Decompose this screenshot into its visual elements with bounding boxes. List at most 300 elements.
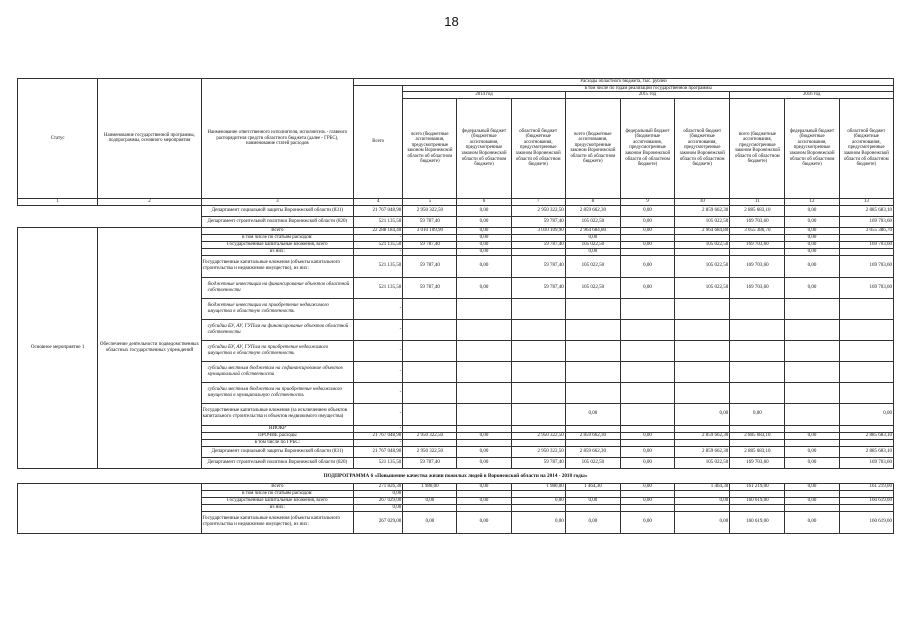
value-cell: 2 950 322,50: [511, 205, 565, 216]
value-cell: 2 950 322,50: [403, 432, 457, 439]
value-cell: 1 980,00: [511, 483, 565, 490]
header-executor: Наименование ответственного исполнителя, исполнитель - главного распорядителя средств областного бюджета (далее - ГРБС), наименование статей расходов: [201, 79, 354, 199]
row-label: в том числе по ГРБС:: [201, 439, 354, 446]
value-cell: [785, 319, 839, 340]
value-cell: [403, 234, 457, 241]
main-event-status: Основное мероприятие 1: [18, 227, 98, 468]
column-number: 1: [18, 198, 98, 205]
value-cell: 59 787,40: [511, 277, 565, 298]
value-cell: 0,00: [785, 255, 839, 277]
value-cell: 0,00: [620, 457, 674, 468]
row-label: Государственные капитальные вложения (объекты капитального строительства и недвижимое имущество), из них:: [201, 255, 354, 277]
value-cell: [675, 340, 730, 361]
value-cell: [839, 248, 893, 255]
value-cell: 169 703,60: [730, 216, 785, 227]
value-cell: 0,00: [457, 255, 511, 277]
row-label: НИОКР: [201, 425, 354, 432]
value-cell: 105 022,50: [565, 255, 620, 277]
value-cell: [565, 361, 620, 382]
value-cell: 267 029,00: [354, 497, 403, 504]
value-cell: [620, 504, 674, 511]
value-cell: [403, 340, 457, 361]
value-cell: 2 964 684,80: [565, 227, 620, 234]
value-cell: [457, 504, 511, 511]
header-total: Всего: [354, 85, 403, 198]
value-cell: 0,00: [354, 504, 403, 511]
value-cell: 0,00: [620, 255, 674, 277]
value-cell: [730, 382, 785, 403]
value-cell: [457, 361, 511, 382]
value-cell: 0,00: [620, 483, 674, 490]
value-cell: 0,00: [785, 277, 839, 298]
value-cell: 2 950 322,50: [511, 432, 565, 439]
header-status: Статус: [18, 79, 98, 199]
value-cell: [620, 490, 674, 497]
value-cell: 0,00: [403, 511, 457, 533]
value-cell: 0,00: [785, 483, 839, 490]
column-number: 4: [354, 198, 403, 205]
value-cell: [730, 361, 785, 382]
value-cell: 2 859 662,30: [565, 432, 620, 439]
value-cell: [785, 403, 839, 425]
row-label: Департамент социальной защиты Воронежской области (831): [201, 446, 354, 457]
value-cell: [730, 298, 785, 319]
value-cell: [839, 382, 893, 403]
value-cell: 0,00: [457, 277, 511, 298]
value-cell: 271 826,30: [354, 483, 403, 490]
row-label: Государственные капитальные вложения, всего: [201, 497, 354, 504]
value-cell: [511, 439, 565, 446]
value-cell: [620, 403, 674, 425]
value-cell: 0,00: [565, 511, 620, 533]
value-cell: [565, 490, 620, 497]
value-cell: 105 022,50: [675, 241, 730, 248]
value-cell: [457, 425, 511, 432]
row-label: из них:: [201, 248, 354, 255]
value-cell: 169 703,60: [730, 277, 785, 298]
value-cell: 0,00: [675, 403, 730, 425]
header-by-years: в том числе по годам реализации государственной программы: [403, 85, 894, 92]
column-number: 7: [511, 198, 565, 205]
value-cell: 0,00: [620, 511, 674, 533]
value-cell: 0,00: [457, 446, 511, 457]
value-cell: 21 767 048,90: [354, 432, 403, 439]
header-col-federal: федеральный бюджет (бюджетные ассигнования, предусмотренные законом Воронежской области об областном бюджете): [457, 98, 511, 198]
value-cell: 105 022,50: [675, 255, 730, 277]
value-cell: -: [354, 298, 403, 319]
value-cell: -: [354, 439, 403, 446]
value-cell: 0,00: [457, 248, 511, 255]
row-label: Всего: [201, 483, 354, 490]
header-col-all: всего (бюджетные ассигнования, предусмотренные законом Воронежской области об областном бюджете): [730, 98, 785, 198]
header-col-federal: федеральный бюджет (бюджетные ассигнования, предусмотренные законом Воронежской области об областном бюджете): [785, 98, 839, 198]
row-label: Департамент строительной политики Воронежской области (820): [201, 216, 354, 227]
column-number: 13: [839, 198, 893, 205]
table-row: [18, 205, 894, 216]
value-cell: [785, 382, 839, 403]
value-cell: 0,00: [785, 248, 839, 255]
value-cell: [839, 439, 893, 446]
value-cell: 2 859 662,30: [675, 205, 730, 216]
value-cell: [511, 319, 565, 340]
header-col-regional: областной бюджет (бюджетные ассигнования, предусмотренные законом Воронежской области об областном бюджете): [511, 98, 565, 198]
main-event-name: Обеспечение деятельности подведомственных областных государственных учреждений: [98, 227, 201, 468]
value-cell: [403, 361, 457, 382]
value-cell: [730, 425, 785, 432]
value-cell: 59 787,40: [403, 216, 457, 227]
value-cell: 105 022,50: [565, 457, 620, 468]
value-cell: [403, 490, 457, 497]
value-cell: 160 619,00: [730, 511, 785, 533]
value-cell: 2 964 684,80: [675, 227, 730, 234]
value-cell: [565, 439, 620, 446]
value-cell: [457, 319, 511, 340]
value-cell: 160 619,00: [730, 497, 785, 504]
value-cell: 0,00: [620, 446, 674, 457]
value-cell: [620, 425, 674, 432]
column-number: 9: [620, 198, 674, 205]
value-cell: 59 787,40: [403, 255, 457, 277]
row-label: бюджетные инвестиции на приобретение недвижимого имущества в областную собственность: [201, 298, 354, 319]
row-label: в том числе по статьям расходов:: [201, 234, 354, 241]
budget-table: [17, 78, 894, 534]
value-cell: -: [354, 361, 403, 382]
value-cell: [785, 298, 839, 319]
value-cell: 2 859 662,30: [675, 446, 730, 457]
value-cell: 0,00: [565, 403, 620, 425]
value-cell: [403, 382, 457, 403]
value-cell: [565, 425, 620, 432]
row-label: бюджетные инвестиции на финансирование объектов областной собственности: [201, 277, 354, 298]
value-cell: [457, 403, 511, 425]
value-cell: [620, 319, 674, 340]
value-cell: 0,00: [785, 446, 839, 457]
value-cell: 59 787,40: [403, 241, 457, 248]
value-cell: 0,00: [457, 457, 511, 468]
value-cell: [403, 248, 457, 255]
value-cell: [511, 425, 565, 432]
value-cell: 59 787,40: [511, 216, 565, 227]
value-cell: 169 703,60: [839, 255, 893, 277]
value-cell: 2 885 683,10: [839, 446, 893, 457]
value-cell: 521 135,50: [354, 255, 403, 277]
value-cell: 3 010 109,90: [403, 227, 457, 234]
value-cell: 0,00: [675, 511, 730, 533]
value-cell: -: [354, 403, 403, 425]
header-col-regional: областной бюджет (бюджетные ассигнования, предусмотренные законом Воронежской области об областном бюджете): [675, 98, 730, 198]
value-cell: 21 767 048,90: [354, 446, 403, 457]
value-cell: [511, 403, 565, 425]
value-cell: [511, 361, 565, 382]
value-cell: 0,00: [457, 432, 511, 439]
value-cell: 1 464,30: [565, 483, 620, 490]
value-cell: 2 950 322,50: [511, 446, 565, 457]
value-cell: 169 703,60: [839, 216, 893, 227]
header-year-2015: 2015 год: [565, 92, 730, 99]
value-cell: 2 885 683,10: [839, 205, 893, 216]
value-cell: [565, 340, 620, 361]
value-cell: [403, 319, 457, 340]
value-cell: 2 859 662,30: [565, 446, 620, 457]
value-cell: [620, 248, 674, 255]
value-cell: -: [354, 319, 403, 340]
column-number: 3: [201, 198, 354, 205]
value-cell: 0,00: [730, 403, 785, 425]
value-cell: [839, 490, 893, 497]
value-cell: [565, 382, 620, 403]
value-cell: 105 022,50: [675, 457, 730, 468]
value-cell: [403, 403, 457, 425]
value-cell: 1 464,30: [675, 483, 730, 490]
value-cell: 2 950 322,50: [403, 446, 457, 457]
row-label: Государственные капитальные вложения, всего: [201, 241, 354, 248]
value-cell: 0,00: [620, 205, 674, 216]
value-cell: [730, 490, 785, 497]
value-cell: 2 885 683,10: [730, 432, 785, 439]
value-cell: 59 787,40: [403, 457, 457, 468]
value-cell: 0,00: [457, 241, 511, 248]
row-label: субсидии БУ, АУ, ГУПам на приобретение недвижимого имущества в областную собственность: [201, 340, 354, 361]
value-cell: -: [354, 425, 403, 432]
value-cell: [839, 425, 893, 432]
value-cell: 0,00: [620, 241, 674, 248]
value-cell: 0,00: [457, 497, 511, 504]
value-cell: 3 055 386,70: [730, 227, 785, 234]
value-cell: [403, 439, 457, 446]
value-cell: 0,00: [354, 490, 403, 497]
table-row: [18, 483, 894, 490]
value-cell: 0,00: [457, 234, 511, 241]
value-cell: 0,00: [565, 497, 620, 504]
subprogram-title: ПОДПРОГРАММА 6 «Повышение качества жизни пожилых людей в Воронежской области на 2014 - 2018 годы»: [323, 472, 588, 479]
value-cell: [565, 319, 620, 340]
row-label: в том числе по статьям расходов:: [201, 490, 354, 497]
value-cell: 0,00: [785, 241, 839, 248]
value-cell: [403, 504, 457, 511]
row-label: субсидии местным бюджетам на приобретение недвижимого имущества в муниципальную собственность: [201, 382, 354, 403]
value-cell: [403, 425, 457, 432]
value-cell: 105 022,50: [565, 241, 620, 248]
page-number: 18: [444, 14, 459, 29]
value-cell: [457, 298, 511, 319]
value-cell: 0,00: [620, 216, 674, 227]
value-cell: 105 022,50: [675, 277, 730, 298]
value-cell: 2 885 683,10: [730, 205, 785, 216]
value-cell: 0,00: [511, 511, 565, 533]
value-cell: [511, 490, 565, 497]
value-cell: [839, 298, 893, 319]
value-cell: 0,00: [457, 483, 511, 490]
value-cell: -: [354, 382, 403, 403]
value-cell: -: [354, 248, 403, 255]
value-cell: 161 219,00: [839, 483, 893, 490]
value-cell: -: [354, 234, 403, 241]
value-cell: 267 029,00: [354, 511, 403, 533]
value-cell: 2 859 662,30: [565, 205, 620, 216]
column-number: 11: [730, 198, 785, 205]
value-cell: [785, 504, 839, 511]
value-cell: 169 703,60: [730, 457, 785, 468]
value-cell: [785, 425, 839, 432]
value-cell: [675, 425, 730, 432]
value-cell: [675, 490, 730, 497]
column-number: 2: [98, 198, 201, 205]
value-cell: 2 950 322,50: [403, 205, 457, 216]
value-cell: 0,00: [675, 497, 730, 504]
value-cell: [785, 340, 839, 361]
value-cell: 0,00: [457, 216, 511, 227]
value-cell: [511, 382, 565, 403]
value-cell: 0,00: [565, 248, 620, 255]
value-cell: 0,00: [785, 497, 839, 504]
blank-cell: [18, 483, 202, 533]
value-cell: [839, 234, 893, 241]
value-cell: [403, 298, 457, 319]
value-cell: 0,00: [785, 457, 839, 468]
column-number: 5: [403, 198, 457, 205]
value-cell: 0,00: [457, 205, 511, 216]
value-cell: 0,00: [620, 432, 674, 439]
header-col-all: всего (бюджетные ассигнования, предусмотренные законом Воронежской области об областном бюджете): [565, 98, 620, 198]
value-cell: [620, 234, 674, 241]
value-cell: [785, 439, 839, 446]
value-cell: 169 703,60: [730, 241, 785, 248]
value-cell: [675, 361, 730, 382]
value-cell: 0,00: [785, 205, 839, 216]
value-cell: 105 022,50: [565, 277, 620, 298]
value-cell: 3 010 109,90: [511, 227, 565, 234]
value-cell: 0,00: [511, 497, 565, 504]
value-cell: [457, 490, 511, 497]
row-label: субсидии БУ, АУ, ГУПам на финансирование объектов областной собственности: [201, 319, 354, 340]
value-cell: [620, 298, 674, 319]
row-label: Департамент социальной защиты Воронежской области (831): [201, 205, 354, 216]
header-expenses-title: Расходы областного бюджета, тыс. рублей: [354, 79, 894, 86]
value-cell: [675, 382, 730, 403]
value-cell: [730, 504, 785, 511]
value-cell: [457, 340, 511, 361]
value-cell: 3 055 386,70: [839, 227, 893, 234]
value-cell: [511, 234, 565, 241]
value-cell: [785, 490, 839, 497]
value-cell: 1 980,00: [403, 483, 457, 490]
value-cell: [511, 504, 565, 511]
value-cell: 22 288 184,40: [354, 227, 403, 234]
column-number: 8: [565, 198, 620, 205]
value-cell: 2 885 683,10: [730, 446, 785, 457]
row-label: субсидии местным бюджетам на софинансирование объектов муниципальной собственности: [201, 361, 354, 382]
row-label: ПРОЧИЕ расходы: [201, 432, 354, 439]
value-cell: 169 703,60: [839, 277, 893, 298]
value-cell: 59 787,40: [511, 255, 565, 277]
table-row: [18, 227, 894, 234]
value-cell: [730, 439, 785, 446]
value-cell: [730, 319, 785, 340]
row-label: Государственные капитальные вложения (объекты капитального строительства и недвижимое имущество), из них:: [201, 511, 354, 533]
value-cell: 169 703,60: [730, 255, 785, 277]
value-cell: [675, 234, 730, 241]
value-cell: [620, 439, 674, 446]
value-cell: [511, 248, 565, 255]
header-year-2014: 2014 год: [403, 92, 566, 99]
blank-cell: [18, 205, 202, 227]
value-cell: 0,00: [785, 511, 839, 533]
value-cell: [511, 340, 565, 361]
value-cell: 59 787,40: [511, 457, 565, 468]
value-cell: 0,00: [565, 234, 620, 241]
value-cell: [785, 361, 839, 382]
value-cell: 0,00: [620, 277, 674, 298]
value-cell: 0,00: [457, 511, 511, 533]
value-cell: [511, 298, 565, 319]
value-cell: 521 135,50: [354, 216, 403, 227]
value-cell: 0,00: [839, 403, 893, 425]
value-cell: 2 885 683,10: [839, 432, 893, 439]
header-col-all: всего (бюджетные ассигнования, предусмотренные законом Воронежской области об областном бюджете): [403, 98, 457, 198]
value-cell: [730, 248, 785, 255]
value-cell: 2 859 662,30: [675, 432, 730, 439]
value-cell: 0,00: [785, 216, 839, 227]
header-program-name: Наименование государственной программы, подпрограммы, основного мероприятия: [98, 79, 201, 199]
value-cell: 160 619,00: [839, 511, 893, 533]
value-cell: 105 022,50: [675, 216, 730, 227]
header-year-2016: 2016 год: [730, 92, 894, 99]
value-cell: [620, 382, 674, 403]
value-cell: 169 703,60: [839, 457, 893, 468]
value-cell: 0,00: [785, 227, 839, 234]
value-cell: 0,00: [620, 497, 674, 504]
value-cell: [675, 439, 730, 446]
value-cell: [620, 340, 674, 361]
value-cell: [675, 298, 730, 319]
value-cell: [565, 298, 620, 319]
value-cell: 521 135,50: [354, 241, 403, 248]
column-number: 10: [675, 198, 730, 205]
row-label: из них:: [201, 504, 354, 511]
header-col-regional: областной бюджет (бюджетные ассигнования, предусмотренные законом Воронежской области об областном бюджете): [839, 98, 893, 198]
value-cell: 521 135,50: [354, 457, 403, 468]
value-cell: 160 619,00: [839, 497, 893, 504]
row-label: Государственные капитальные вложения (за исключением объектов капитального строительства и объектов недвижимого имущества): [201, 403, 354, 425]
value-cell: 161 219,00: [730, 483, 785, 490]
value-cell: [675, 504, 730, 511]
value-cell: [457, 439, 511, 446]
subprogram-title-row: [18, 468, 894, 483]
value-cell: -: [354, 340, 403, 361]
header-col-federal: федеральный бюджет (бюджетные ассигнования, предусмотренные законом Воронежской области об областном бюджете): [620, 98, 674, 198]
value-cell: 0,00: [403, 497, 457, 504]
value-cell: [457, 382, 511, 403]
value-cell: [839, 504, 893, 511]
value-cell: [730, 234, 785, 241]
value-cell: [839, 319, 893, 340]
value-cell: [675, 248, 730, 255]
value-cell: [730, 340, 785, 361]
value-cell: 0,00: [785, 234, 839, 241]
value-cell: 0,00: [620, 227, 674, 234]
value-cell: [839, 361, 893, 382]
column-number: 6: [457, 198, 511, 205]
value-cell: [839, 340, 893, 361]
row-label: Всего: [201, 227, 354, 234]
value-cell: 21 767 048,90: [354, 205, 403, 216]
value-cell: 59 787,40: [511, 241, 565, 248]
value-cell: [675, 319, 730, 340]
value-cell: 0,00: [457, 227, 511, 234]
column-number: 12: [785, 198, 839, 205]
value-cell: [565, 504, 620, 511]
value-cell: [620, 361, 674, 382]
